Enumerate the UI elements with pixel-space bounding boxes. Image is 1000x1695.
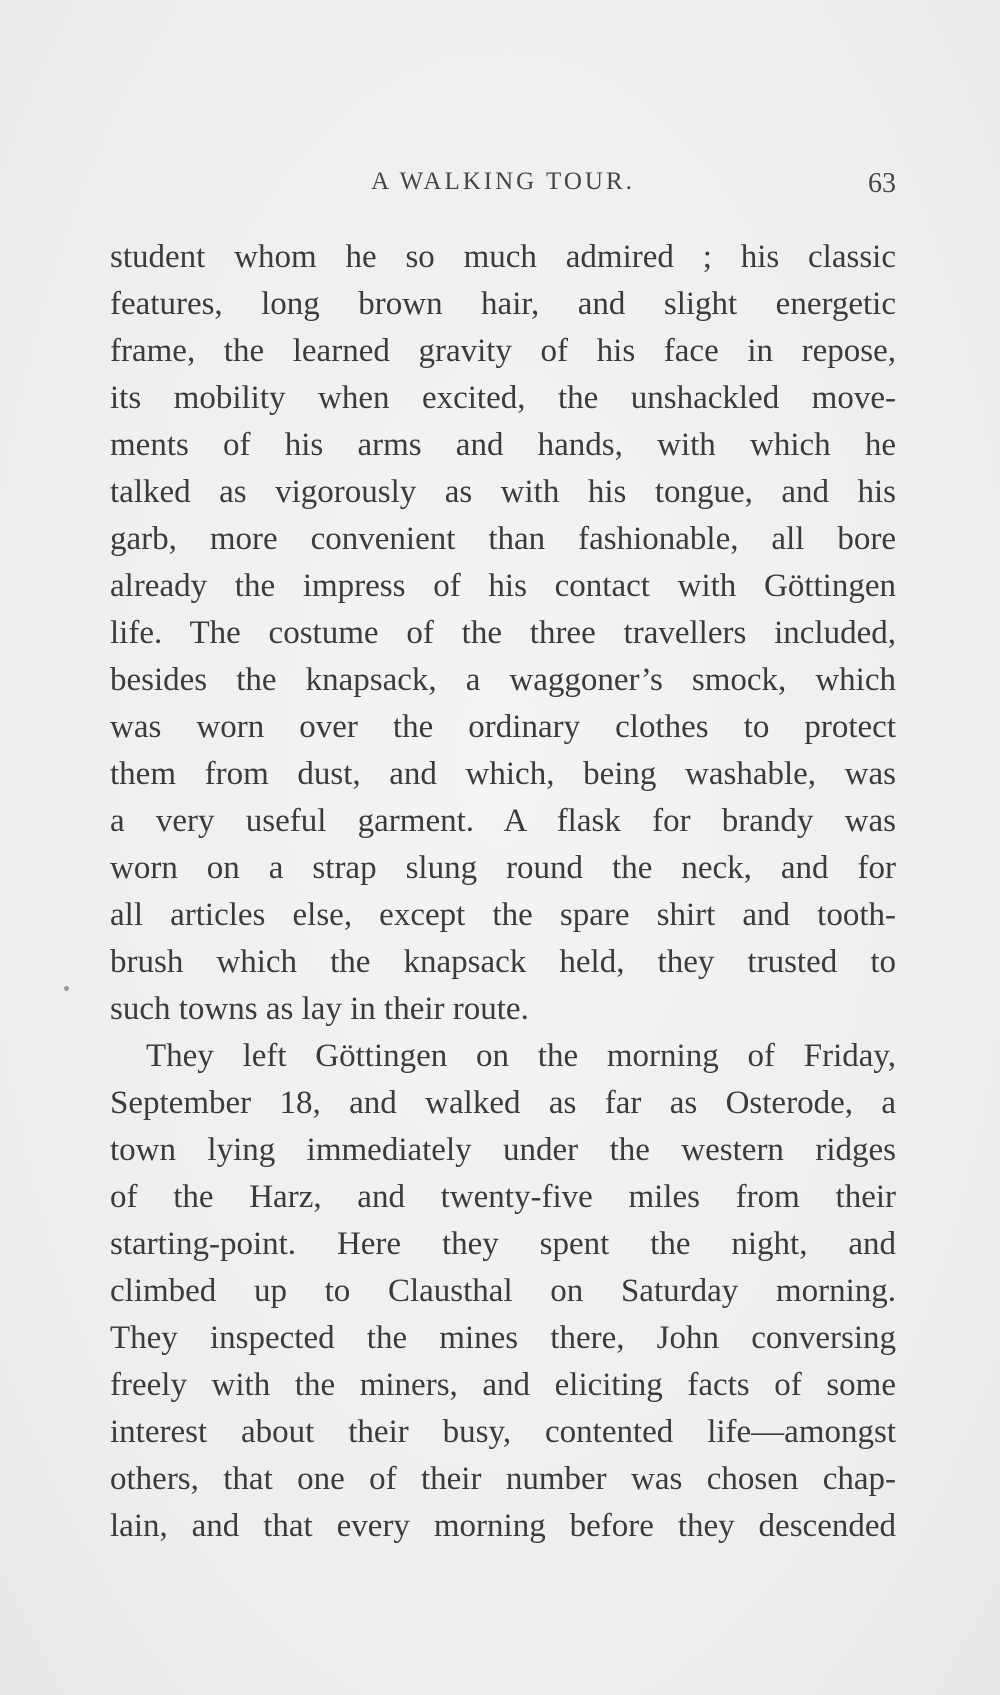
text-line: features, long brown hair, and slight energetic	[110, 286, 896, 322]
text-line: ments of his arms and hands, with which he	[110, 427, 896, 463]
text-line: climbed up to Clausthal on Saturday morning.	[110, 1273, 896, 1309]
text-line: all articles else, except the spare shirt and tooth-	[110, 897, 896, 933]
text-line: such towns as lay in their route.	[110, 991, 529, 1027]
paper-speck	[64, 986, 69, 991]
body-text	[110, 234, 896, 1550]
running-title: A WALKING TOUR.	[371, 168, 635, 195]
running-head	[110, 168, 896, 204]
text-line: a very useful garment. A flask for brandy was	[110, 803, 896, 839]
text-line: interest about their busy, contented life—amongst	[110, 1414, 896, 1450]
text-line: brush which the knapsack held, they trusted to	[110, 944, 896, 980]
text-line: They inspected the mines there, John conversing	[110, 1320, 896, 1356]
page-number: 63	[868, 168, 896, 199]
text-line: of the Harz, and twenty-five miles from their	[110, 1179, 896, 1215]
text-line: freely with the miners, and eliciting facts of some	[110, 1367, 896, 1403]
text-line: frame, the learned gravity of his face in repose,	[110, 333, 896, 369]
text-line: They left Göttingen on the morning of Friday,	[146, 1038, 896, 1074]
text-line: besides the knapsack, a waggoner’s smock, which	[110, 662, 896, 698]
paragraph-1	[110, 234, 896, 1033]
text-line: September 18, and walked as far as Osterode, a	[110, 1085, 896, 1121]
text-line: them from dust, and which, being washable, was	[110, 756, 896, 792]
text-line: life. The costume of the three travellers included,	[110, 615, 896, 651]
text-line: student whom he so much admired ; his classic	[110, 239, 896, 275]
text-line: talked as vigorously as with his tongue, and his	[110, 474, 896, 510]
text-line: lain, and that every morning before they descended	[110, 1508, 896, 1544]
text-line: was worn over the ordinary clothes to protect	[110, 709, 896, 745]
text-line: worn on a strap slung round the neck, and for	[110, 850, 896, 886]
text-line: starting-point. Here they spent the night, and	[110, 1226, 896, 1262]
text-line: town lying immediately under the western ridges	[110, 1132, 896, 1168]
text-line: already the impress of his contact with Göttingen	[110, 568, 896, 604]
text-line: garb, more convenient than fashionable, all bore	[110, 521, 896, 557]
text-line: others, that one of their number was chosen chap-	[110, 1461, 896, 1497]
paragraph-2	[110, 1033, 896, 1550]
text-line: its mobility when excited, the unshackled move-	[110, 380, 896, 416]
